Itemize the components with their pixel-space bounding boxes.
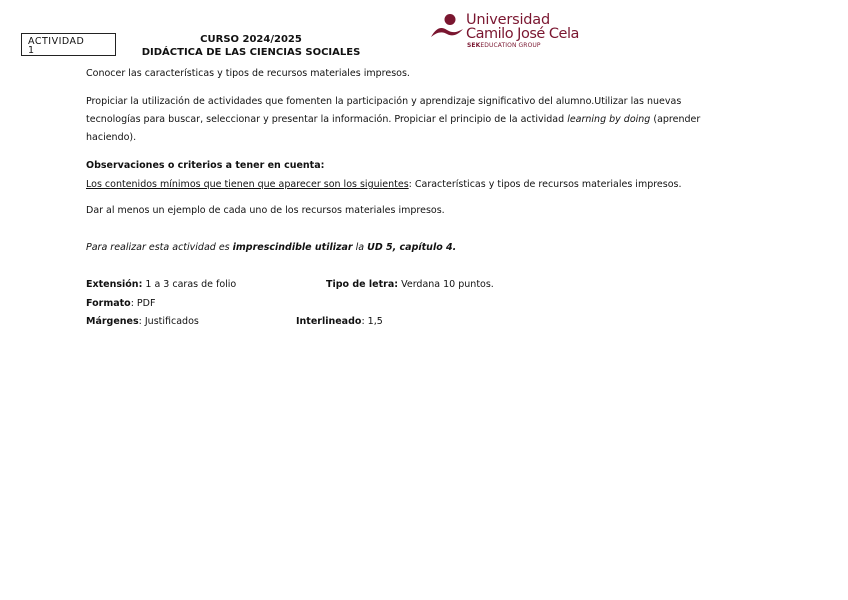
- course-subject: DIDÁCTICA DE LAS CIENCIAS SOCIALES: [141, 46, 361, 58]
- spacing-value: : 1,5: [361, 316, 383, 327]
- minimum-contents: [86, 179, 682, 190]
- note-unit: UD 5, capítulo 4.: [367, 242, 457, 253]
- font-spec: [326, 279, 494, 290]
- university-logo: [430, 13, 580, 51]
- font-value: Verdana 10 puntos.: [398, 279, 494, 290]
- note-text: Para realizar esta actividad es: [86, 242, 233, 253]
- logo-line2: Camilo José Cela: [466, 26, 579, 42]
- margins-label: Márgenes: [86, 316, 139, 327]
- note-emphasis: imprescindible utilizar: [232, 242, 353, 253]
- extension-value: 1 a 3 caras de folio: [142, 279, 237, 290]
- course-year: CURSO 2024/2025: [200, 34, 302, 45]
- margins-value: : Justificados: [138, 316, 199, 327]
- example-instruction: Dar al menos un ejemplo de cada uno de los recursos materiales impresos.: [86, 205, 445, 216]
- objective-2-paren: (aprender: [650, 114, 701, 125]
- format-spec: [86, 298, 155, 309]
- extension-spec: [86, 279, 236, 290]
- objective-2-line-2: [86, 114, 700, 125]
- logo-sek: SEK: [467, 42, 481, 49]
- note-mid: la: [352, 242, 368, 253]
- activity-label: ACTIVIDAD: [28, 36, 85, 47]
- logo-education-group: EDUCATION GROUP: [480, 42, 541, 49]
- activity-box: [21, 33, 116, 56]
- logo-line1: Universidad: [466, 12, 550, 28]
- logo-tagline: [467, 42, 541, 49]
- font-label: Tipo de letra:: [326, 279, 399, 290]
- learning-by-doing: learning by doing: [567, 114, 651, 125]
- format-label: Formato: [86, 298, 131, 309]
- objective-2-line-1: Propiciar la utilización de actividades que fomenten la participación y aprendizaje significativo del alumno.Utilizar las nuevas: [86, 96, 682, 107]
- spacing-spec: [296, 316, 383, 327]
- extension-label: Extensión:: [86, 279, 143, 290]
- course-header: [120, 34, 382, 59]
- ucjc-emblem-icon: [430, 13, 466, 43]
- minimum-contents-text: : Características y tipos de recursos materiales impresos.: [408, 179, 682, 190]
- activity-number: 1: [28, 45, 35, 56]
- observations-heading: Observaciones o criterios a tener en cuenta:: [86, 160, 325, 171]
- spacing-label: Interlineado: [296, 316, 362, 327]
- objective-1: Conocer las características y tipos de recursos materiales impresos.: [86, 68, 410, 79]
- required-reading-note: [86, 242, 456, 253]
- format-value: : PDF: [130, 298, 156, 309]
- minimum-contents-label: Los contenidos mínimos que tienen que aparecer son los siguientes: [86, 179, 409, 190]
- margins-spec: [86, 316, 199, 327]
- objective-2-line-3: haciendo).: [86, 132, 137, 143]
- objective-2-text: tecnologías para buscar, seleccionar y presentar la información. Propiciar el principio de la actividad: [86, 114, 568, 125]
